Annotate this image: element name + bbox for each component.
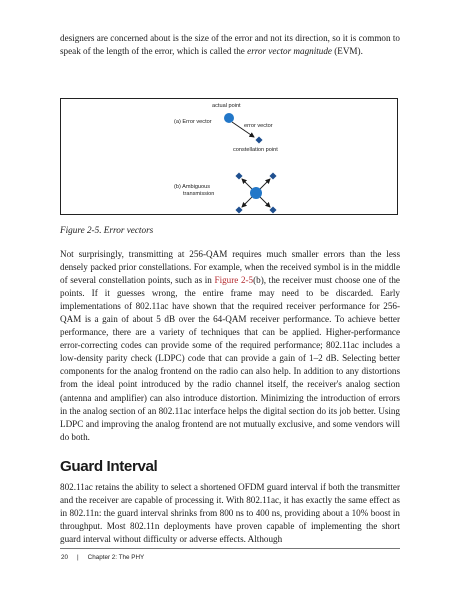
ambiguous-constellation	[235, 172, 276, 213]
constellation-point-lower-right	[269, 206, 276, 213]
error-vector-section-label: (a) Error vector	[174, 119, 212, 125]
figure-reference-link[interactable]: Figure 2-5	[214, 275, 254, 286]
page-footer	[61, 554, 144, 561]
received-point-dot	[250, 187, 262, 199]
ambiguous-label-line1: (b) Ambiguous	[174, 184, 211, 190]
constellation-point-marker	[255, 136, 262, 143]
snr-paragraph	[60, 248, 400, 444]
footer-divider	[60, 548, 400, 549]
error-vector-label: error vector	[244, 123, 273, 129]
chapter-title: Chapter 2: The PHY	[87, 554, 145, 561]
error-vector-figure	[60, 98, 398, 215]
snr-text-start: Not surprisingly, transmitting at 256-QAM requires much smaller errors than the less densely packed prior constellations. For example, when the received symbol is in the middle of several constellation points, such as in	[60, 249, 400, 286]
error-vector-diagram	[61, 99, 399, 216]
ambiguous-label-line2: transmission	[183, 191, 215, 197]
evm-term: error vector magnitude	[247, 46, 332, 57]
snr-text-end: (b), the receiver must choose one of the points. If it guesses wrong, the entire frame may need to be discarded. Early implementations of 802.11ac have shown that the required receiver performance for 256-QAM is a gain of about 5 dB over the 64-QAM receiver performance. To achieve better performance, there are a variety of techniques that can be applied. Higher-performance error-correcting codes can provide some of the required performance; 802.11ac includes a low-density parity check (LDPC) code that can provide a gain of 1–2 dB. Selecting better components for the analog frontend on the radio can also help. In addition to any distortions from the ideal point introduced by the radio channel itself, the receiver's analog section (antenna and amplifier) can also introduce distortion. Minimizing the introduction of errors in the analog section of an 802.11ac interface helps the digital section do its job better. Using LDPC and improving the analog frontend are not mutually exclusive, and some vendors will do both.	[60, 275, 400, 442]
intro-paragraph	[60, 32, 400, 58]
actual-point-dot	[224, 113, 234, 123]
page-number: 20	[61, 554, 69, 561]
intro-text: designers are concerned about is the size of the error and not its direction, so it is common to speak of the length of the error, which is called the	[60, 33, 400, 57]
constellation-point-label: constellation point	[233, 147, 278, 153]
footer-separator: |	[77, 554, 79, 561]
constellation-point-lower-left	[235, 206, 242, 213]
guard-interval-paragraph: 802.11ac retains the ability to select a shortened OFDM guard interval if both the transmitter and the receiver are capable of processing it. With 802.11ac, it has exactly the same effect as in 802.11n: the guard interval shrinks from 800 ns to 400 ns, providing about a 10% boost in throughput. Most 802.11n deployments have proven capable of implementing the short guard interval without difficulty or adverse effects. Although	[60, 482, 400, 545]
intro-text-end: (EVM).	[331, 46, 363, 57]
figure-caption: Figure 2-5. Error vectors	[60, 225, 154, 235]
section-heading: Guard Interval	[60, 458, 158, 475]
actual-point-label: actual point	[212, 103, 241, 109]
constellation-point-upper-right	[269, 172, 276, 179]
constellation-point-upper-left	[235, 172, 242, 179]
